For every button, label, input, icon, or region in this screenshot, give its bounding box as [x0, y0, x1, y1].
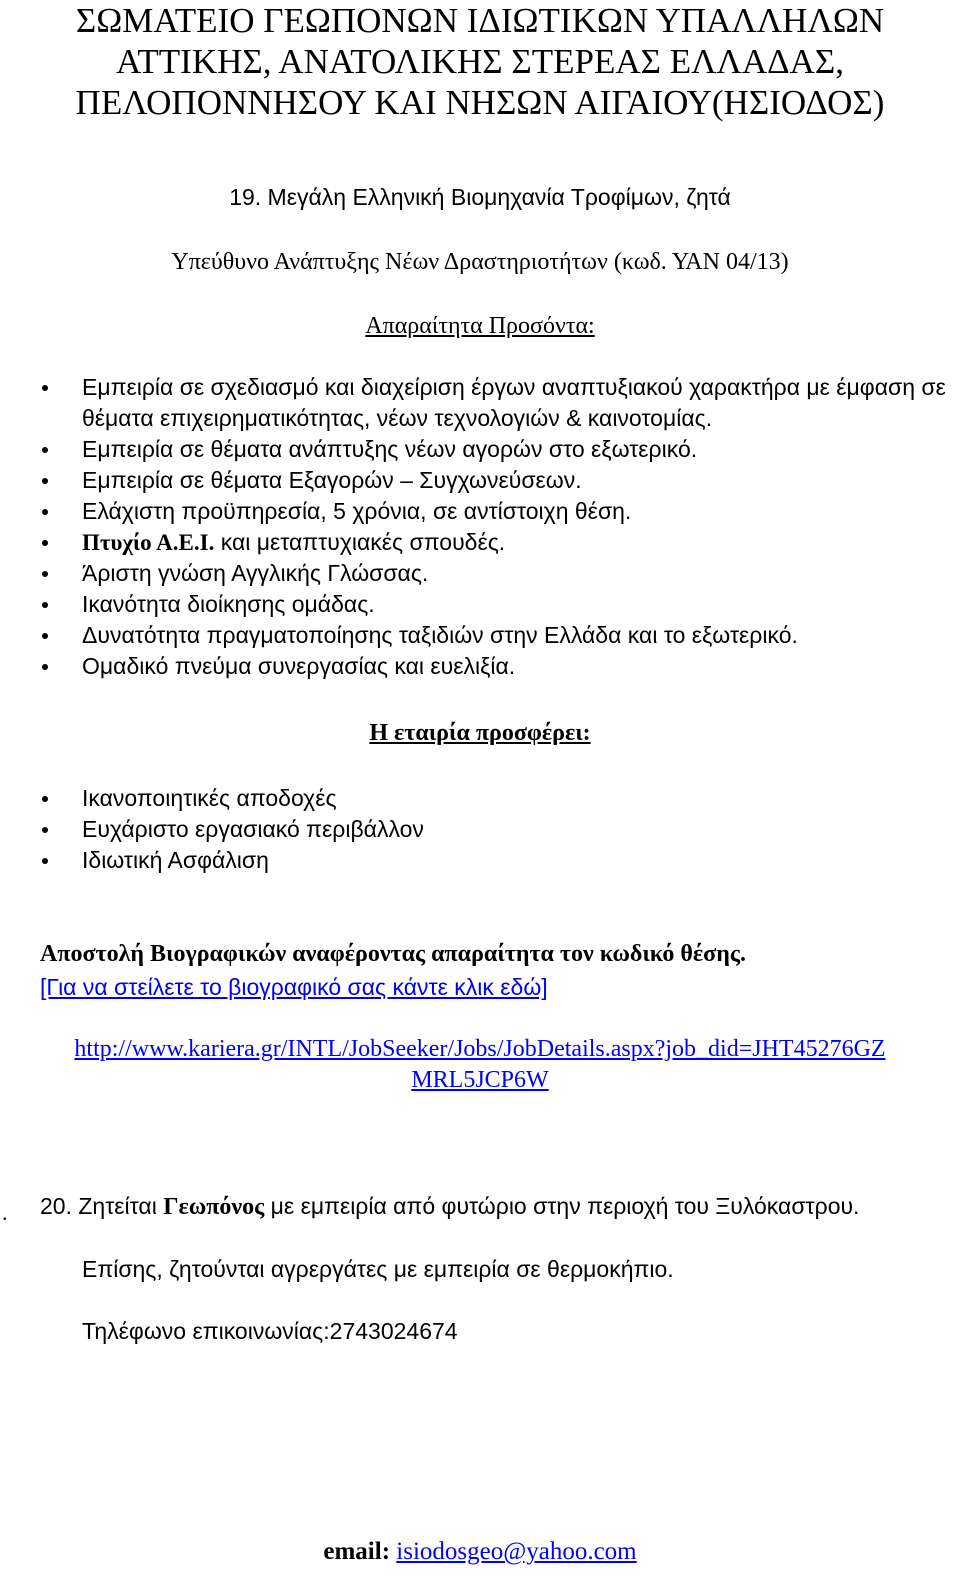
- header-line-3: ΠΕΛΟΠΟΝΝΗΣΟΥ ΚΑΙ ΝΗΣΩΝ ΑΙΓΑΙΟΥ(ΗΣΙΟΔΟΣ): [75, 83, 885, 122]
- footer-email: [0, 1538, 960, 1566]
- list-item: [82, 527, 952, 558]
- offers-heading: Η εταιρία προσφέρει:: [369, 720, 591, 746]
- list-item: [82, 465, 952, 496]
- list-item: [82, 434, 952, 465]
- requirements-list: [82, 372, 952, 682]
- job-20-workers: Επίσης, ζητούνται αγρεργάτες με εμπειρία σε θερμοκήπιο.: [82, 1256, 674, 1282]
- requirement-text: Ομαδικό πνεύμα συνεργασίας και ευελιξία.: [82, 653, 516, 679]
- list-item: [82, 620, 952, 651]
- list-item: [82, 558, 952, 589]
- header-line-2: ΑΤΤΙΚΗΣ, ΑΝΑΤΟΛΙΚΗΣ ΣΤΕΡΕΑΣ ΕΛΛΑΔΑΣ,: [115, 42, 845, 81]
- job-20-prefix: 20. Ζητείται: [40, 1193, 164, 1219]
- job-19-intro: 19. Μεγάλη Ελληνική Βιομηχανία Τροφίμων, ζητά: [229, 184, 731, 210]
- job-url-link-continued[interactable]: MRL5JCP6W: [411, 1067, 549, 1093]
- list-item: [82, 496, 952, 527]
- list-item: [82, 372, 952, 434]
- email-link[interactable]: isiodosgeo@yahoo.com: [396, 1538, 637, 1565]
- requirement-text: Εμπειρία σε σχεδιασμό και διαχείριση έργων αναπτυξιακού χαρακτήρα με έμφαση σε θέματα επιχειρηματικότητας, νέων τεχνολογιών & καινοτομίας.: [82, 374, 946, 431]
- offer-text: Ευχάριστο εργασιακό περιβάλλον: [82, 816, 424, 842]
- list-item: [82, 814, 952, 845]
- job-20-title: Γεωπόνος: [163, 1194, 265, 1220]
- requirement-text: Εμπειρία σε θέματα ανάπτυξης νέων αγορών στο εξωτερικό.: [82, 436, 698, 462]
- offer-text: Ιδιωτική Ασφάλιση: [82, 847, 269, 873]
- list-item: [82, 589, 952, 620]
- offer-text: Ικανοποιητικές αποδοχές: [82, 785, 337, 811]
- list-item: [82, 651, 952, 682]
- job-20-rest: με εμπειρία από φυτώριο στην περιοχή του Ξυλόκαστρου.: [264, 1193, 860, 1219]
- requirement-text: Ικανότητα διοίκησης ομάδας.: [82, 591, 375, 617]
- list-item: [82, 845, 952, 876]
- header-line-1: ΣΩΜΑΤΕΙΟ ΓΕΩΠΟΝΩΝ ΙΔΙΩΤΙΚΩΝ ΥΠΑΛΛΗΛΩΝ: [75, 1, 885, 40]
- offers-list: [82, 783, 952, 876]
- job-url-link[interactable]: http://www.kariera.gr/INTL/JobSeeker/Jobs/JobDetails.aspx?job_did=JHT45276GZ: [74, 1036, 886, 1062]
- job-19-position: Υπεύθυνο Ανάπτυξης Νέων Δραστηριοτήτων (κωδ. ΥΑΝ 04/13): [171, 249, 789, 275]
- send-cv-link[interactable]: [Για να στείλετε το βιογραφικό σας κάντε κλικ εδώ]: [40, 974, 548, 1000]
- list-item: [82, 783, 952, 814]
- requirement-text: και μεταπτυχιακές σπουδές.: [214, 529, 506, 555]
- cv-instructions: Αποστολή Βιογραφικών αναφέροντας απαραίτητα τον κωδικό θέσης.: [40, 941, 746, 967]
- requirement-text: Εμπειρία σε θέματα Εξαγορών – Συγχωνεύσεων.: [82, 467, 582, 493]
- stray-dot: .: [2, 1200, 8, 1225]
- job-20-phone: Τηλέφωνο επικοινωνίας:2743024674: [82, 1318, 458, 1344]
- job-20-text: [40, 1193, 859, 1221]
- requirement-text: Ελάχιστη προϋπηρεσία, 5 χρόνια, σε αντίστοιχη θέση.: [82, 498, 632, 524]
- email-label: email:: [323, 1538, 397, 1565]
- requirements-heading: Απαραίτητα Προσόντα:: [365, 313, 595, 339]
- requirement-text-bold: Πτυχίο Α.Ε.Ι.: [82, 530, 215, 555]
- document-header: [0, 0, 960, 123]
- requirement-text: Δυνατότητα πραγματοποίησης ταξιδιών στην Ελλάδα και το εξωτερικό.: [82, 622, 798, 648]
- requirement-text: Άριστη γνώση Αγγλικής Γλώσσας.: [82, 560, 429, 586]
